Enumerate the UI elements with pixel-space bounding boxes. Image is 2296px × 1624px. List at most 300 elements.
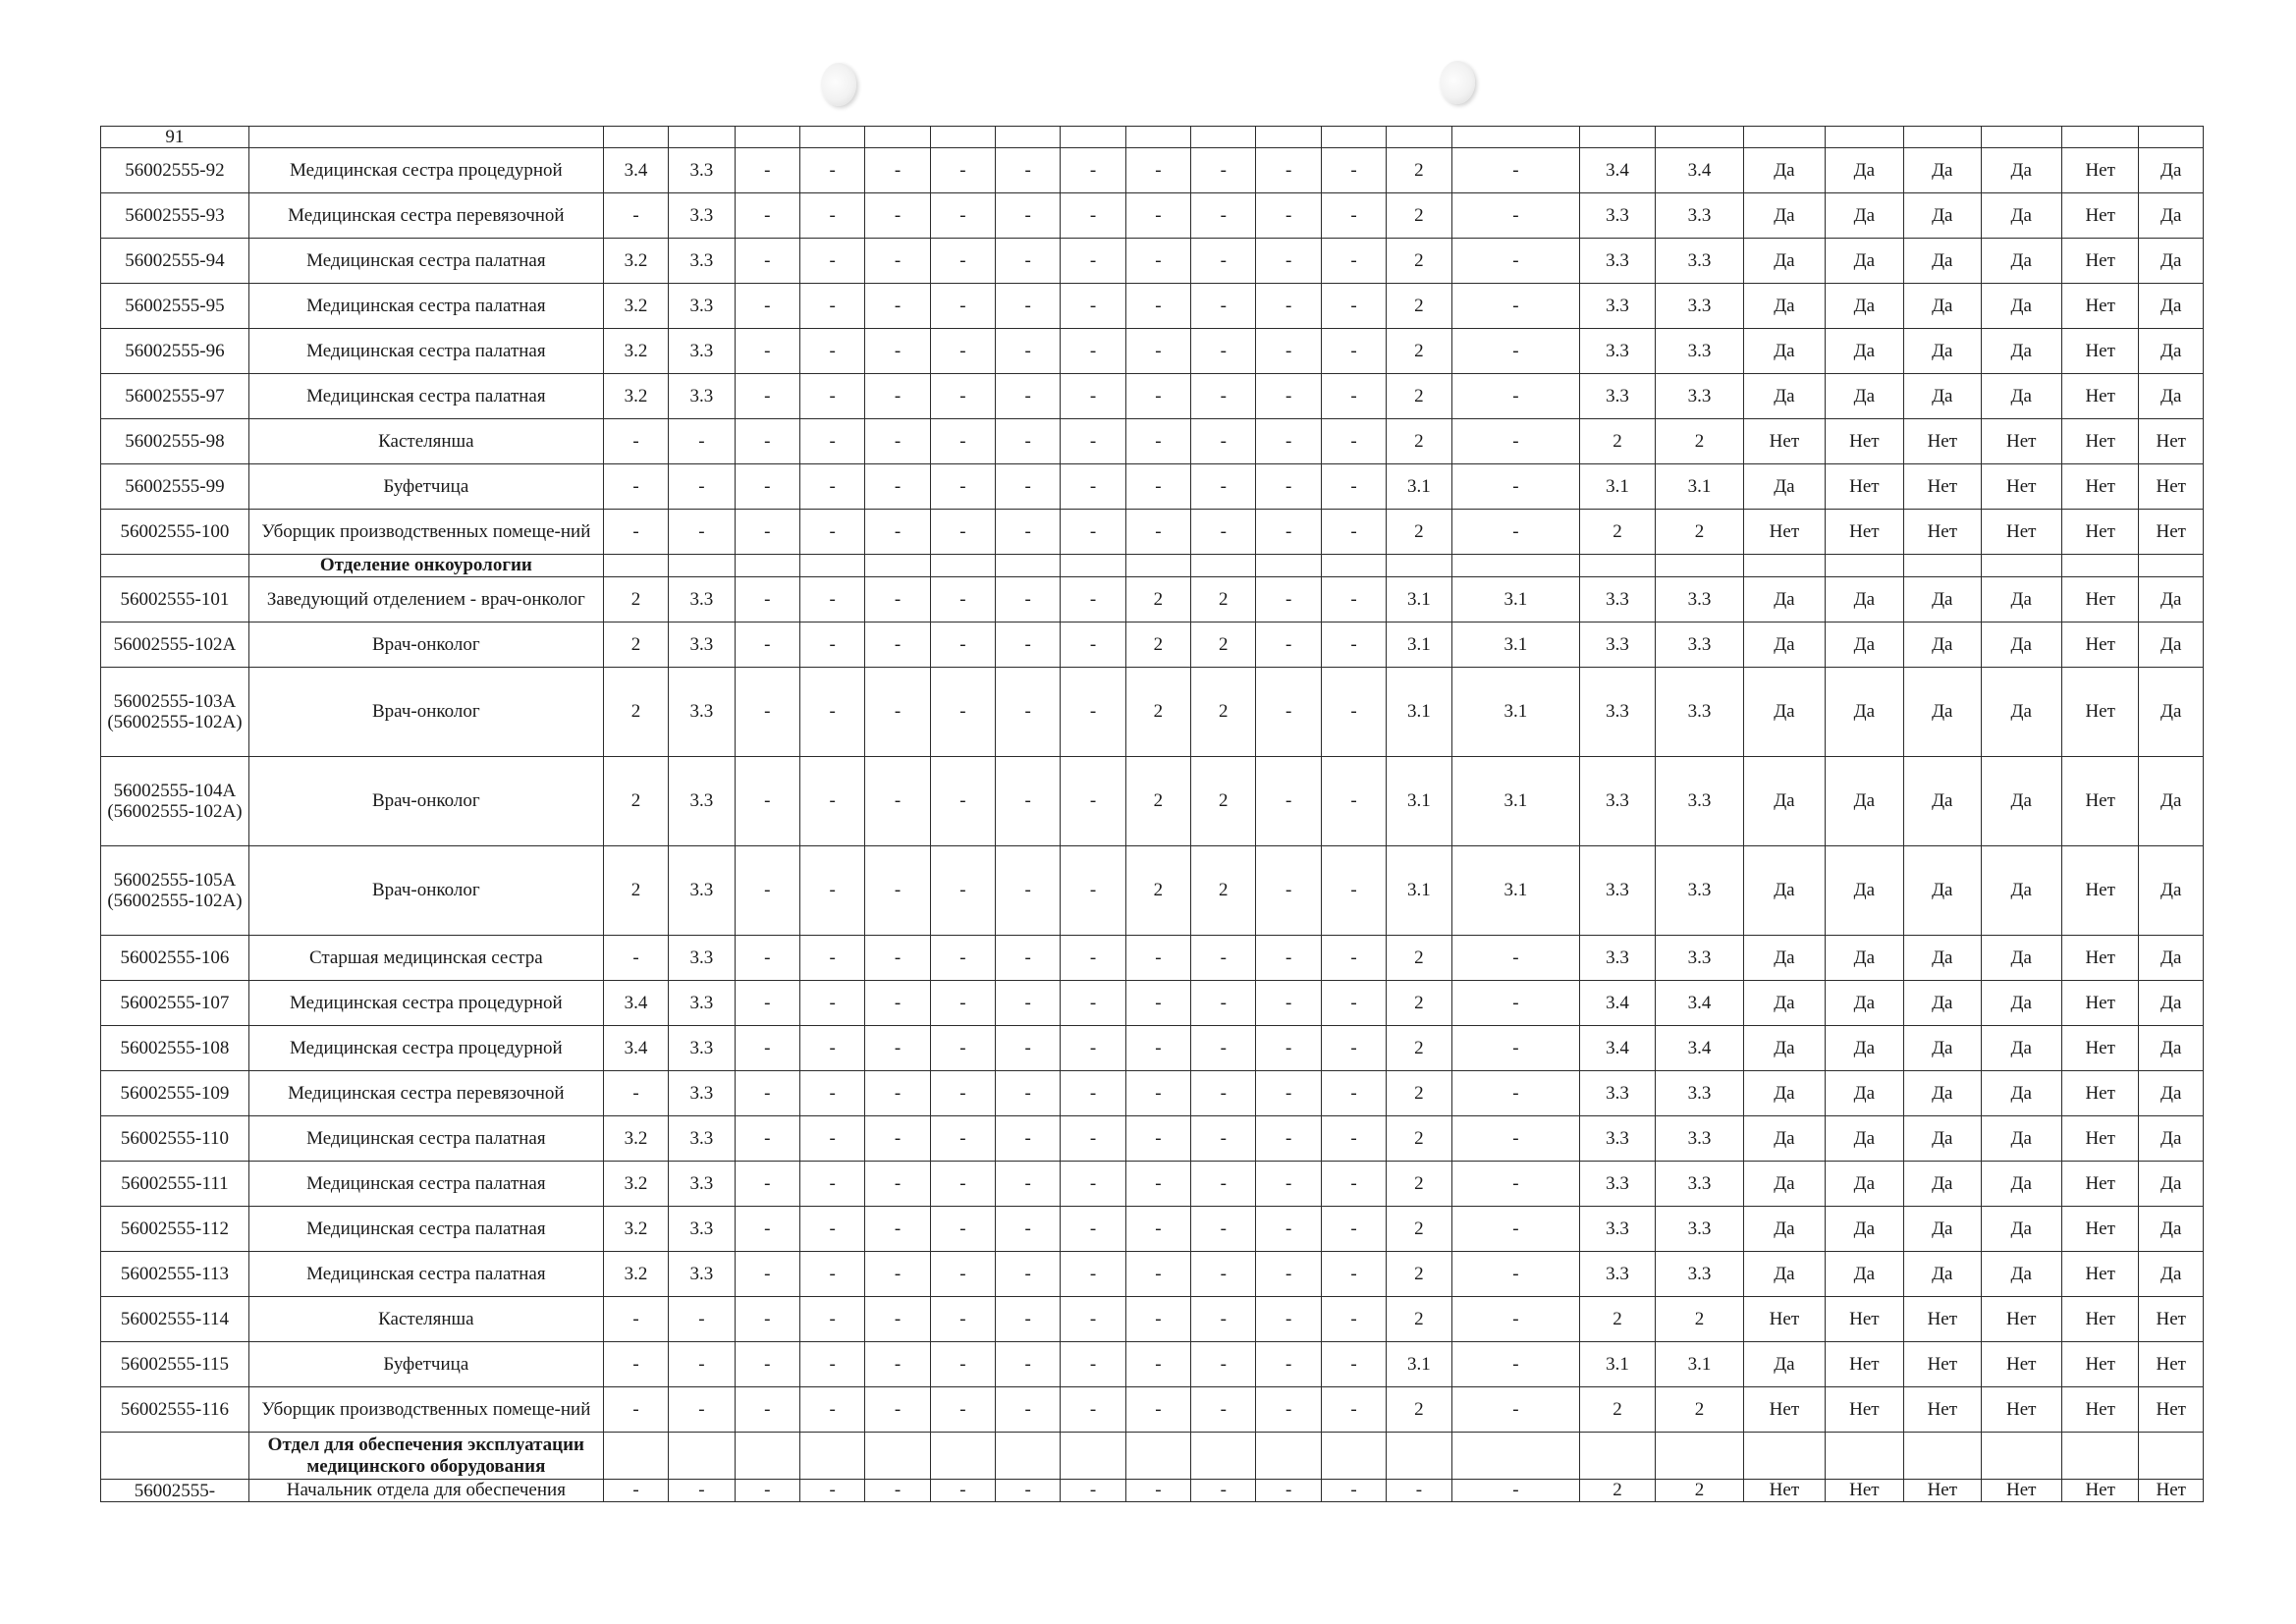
value-cell: - — [996, 1071, 1061, 1116]
value-cell: Нет — [1744, 1297, 1825, 1342]
value-cell: - — [799, 1297, 864, 1342]
value-cell: Да — [1825, 577, 1903, 623]
value-cell: - — [1256, 1252, 1321, 1297]
value-cell: Да — [1981, 329, 2061, 374]
position-name-cell: Медицинская сестра палатная — [248, 1207, 603, 1252]
value-cell — [1825, 1433, 1903, 1480]
value-cell: Да — [1744, 757, 1825, 846]
value-cell: 2 — [603, 846, 668, 936]
value-cell: - — [1061, 1071, 1125, 1116]
value-cell: 2 — [1387, 148, 1451, 193]
value-cell: 3.1 — [1655, 464, 1744, 510]
value-cell: - — [1321, 757, 1386, 846]
value-cell — [1904, 555, 1981, 577]
value-cell: - — [1451, 419, 1580, 464]
value-cell: Да — [1744, 239, 1825, 284]
value-cell: - — [1125, 1342, 1190, 1387]
value-cell: - — [1256, 1026, 1321, 1071]
value-cell: - — [1321, 239, 1386, 284]
value-cell: Нет — [1904, 1387, 1981, 1433]
value-cell: - — [865, 510, 930, 555]
value-cell — [669, 127, 735, 148]
value-cell: Нет — [2061, 193, 2138, 239]
value-cell: - — [799, 981, 864, 1026]
section-title: Отдел для обеспечения эксплуатации медицинского оборудования — [248, 1433, 603, 1480]
row-id-cell: 56002555-103А (56002555-102А) — [101, 668, 249, 757]
value-cell: 3.3 — [1580, 374, 1655, 419]
value-cell: - — [1451, 1387, 1580, 1433]
value-cell: - — [1321, 510, 1386, 555]
value-cell: - — [1321, 1116, 1386, 1162]
value-cell: 3.3 — [669, 936, 735, 981]
position-name-cell: Медицинская сестра палатная — [248, 374, 603, 419]
value-cell: - — [799, 577, 864, 623]
value-cell — [669, 555, 735, 577]
value-cell: - — [1256, 1162, 1321, 1207]
row-id-cell: 56002555-102А — [101, 623, 249, 668]
value-cell: Да — [1904, 981, 1981, 1026]
value-cell: Нет — [1825, 419, 1903, 464]
value-cell — [1580, 555, 1655, 577]
row-id-cell: 56002555-96 — [101, 329, 249, 374]
value-cell: Да — [1825, 668, 1903, 757]
value-cell: - — [1321, 936, 1386, 981]
value-cell: Нет — [2061, 668, 2138, 757]
value-cell: 3.1 — [1580, 464, 1655, 510]
value-cell: - — [1125, 464, 1190, 510]
value-cell: 3.4 — [1655, 981, 1744, 1026]
value-cell: - — [1256, 936, 1321, 981]
value-cell — [1981, 1433, 2061, 1480]
table-row — [101, 1071, 2204, 1116]
value-cell: - — [1125, 148, 1190, 193]
value-cell: Да — [1904, 577, 1981, 623]
value-cell: 2 — [1580, 510, 1655, 555]
value-cell: - — [603, 419, 668, 464]
value-cell: - — [799, 148, 864, 193]
value-cell: - — [865, 1387, 930, 1433]
value-cell: 3.3 — [1655, 374, 1744, 419]
value-cell: 3.3 — [1580, 623, 1655, 668]
value-cell: Нет — [1904, 1297, 1981, 1342]
value-cell: 3.3 — [1580, 193, 1655, 239]
value-cell: 2 — [1655, 510, 1744, 555]
value-cell: - — [1256, 668, 1321, 757]
value-cell: 3.3 — [669, 757, 735, 846]
value-cell: - — [865, 668, 930, 757]
value-cell: - — [1191, 981, 1256, 1026]
value-cell: 2 — [603, 577, 668, 623]
value-cell: Да — [1825, 1071, 1903, 1116]
value-cell: Нет — [1744, 419, 1825, 464]
value-cell: - — [1321, 193, 1386, 239]
value-cell: 2 — [1387, 1116, 1451, 1162]
value-cell: Нет — [1825, 510, 1903, 555]
table-row — [101, 1116, 2204, 1162]
value-cell: Да — [1981, 239, 2061, 284]
value-cell: - — [799, 419, 864, 464]
value-cell: - — [735, 1387, 799, 1433]
position-name-cell: Врач-онколог — [248, 668, 603, 757]
row-id-cell: 56002555- — [101, 1480, 249, 1502]
value-cell: - — [1321, 1162, 1386, 1207]
value-cell: - — [1061, 510, 1125, 555]
value-cell: Нет — [2061, 510, 2138, 555]
value-cell: 2 — [1387, 1297, 1451, 1342]
value-cell: 3.1 — [1580, 1342, 1655, 1387]
value-cell: 3.3 — [669, 193, 735, 239]
value-cell: Да — [1825, 329, 1903, 374]
value-cell: 2 — [1655, 1480, 1744, 1502]
value-cell: Нет — [1904, 1342, 1981, 1387]
value-cell: Да — [2139, 1252, 2204, 1297]
table-row — [101, 846, 2204, 936]
value-cell: 3.3 — [1655, 1162, 1744, 1207]
value-cell: - — [996, 1116, 1061, 1162]
value-cell — [2061, 127, 2138, 148]
value-cell: - — [996, 623, 1061, 668]
value-cell — [2061, 555, 2138, 577]
value-cell: Да — [1825, 374, 1903, 419]
value-cell: - — [1321, 1071, 1386, 1116]
value-cell: Да — [1825, 1162, 1903, 1207]
value-cell: 3.3 — [1655, 1207, 1744, 1252]
value-cell: Да — [1825, 193, 1903, 239]
value-cell: 3.3 — [1655, 193, 1744, 239]
value-cell: - — [996, 193, 1061, 239]
value-cell: 2 — [603, 623, 668, 668]
value-cell: - — [1191, 1162, 1256, 1207]
value-cell — [799, 1433, 864, 1480]
value-cell: Да — [1744, 374, 1825, 419]
value-cell — [1451, 127, 1580, 148]
punch-hole-left — [821, 63, 856, 106]
value-cell: 3.3 — [1580, 668, 1655, 757]
value-cell: 3.4 — [1655, 148, 1744, 193]
value-cell: - — [1061, 623, 1125, 668]
value-cell: - — [1321, 1297, 1386, 1342]
value-cell: - — [1191, 419, 1256, 464]
value-cell — [2139, 1433, 2204, 1480]
value-cell: - — [1321, 419, 1386, 464]
value-cell: 2 — [1125, 668, 1190, 757]
value-cell — [1191, 127, 1256, 148]
value-cell: - — [1125, 419, 1190, 464]
value-cell: - — [1256, 981, 1321, 1026]
value-cell: - — [1451, 981, 1580, 1026]
value-cell: - — [930, 1071, 995, 1116]
value-cell: 3.2 — [603, 1116, 668, 1162]
value-cell: Нет — [2139, 1480, 2204, 1502]
value-cell: - — [735, 510, 799, 555]
value-cell: - — [1451, 1162, 1580, 1207]
table-row — [101, 374, 2204, 419]
value-cell: - — [735, 148, 799, 193]
value-cell: - — [865, 1116, 930, 1162]
value-cell: - — [1256, 1387, 1321, 1433]
value-cell: - — [735, 936, 799, 981]
value-cell: - — [930, 284, 995, 329]
value-cell: - — [735, 1297, 799, 1342]
row-id-cell: 56002555-106 — [101, 936, 249, 981]
value-cell: 3.3 — [669, 577, 735, 623]
value-cell: 3.1 — [1387, 464, 1451, 510]
row-id-cell: 56002555-97 — [101, 374, 249, 419]
value-cell — [1061, 127, 1125, 148]
value-cell: - — [1191, 510, 1256, 555]
value-cell: - — [865, 1342, 930, 1387]
value-cell: - — [1191, 1342, 1256, 1387]
value-cell: 3.3 — [1655, 623, 1744, 668]
value-cell — [1825, 555, 1903, 577]
value-cell: - — [930, 936, 995, 981]
value-cell: 3.3 — [669, 1252, 735, 1297]
value-cell: - — [1125, 981, 1190, 1026]
value-cell: - — [1125, 1071, 1190, 1116]
value-cell: - — [799, 1207, 864, 1252]
value-cell: Да — [2139, 757, 2204, 846]
value-cell — [1451, 1433, 1580, 1480]
value-cell — [735, 1433, 799, 1480]
value-cell: - — [930, 510, 995, 555]
value-cell: - — [1191, 1071, 1256, 1116]
value-cell: Да — [1825, 981, 1903, 1026]
value-cell: Нет — [1825, 464, 1903, 510]
value-cell: - — [1451, 1026, 1580, 1071]
value-cell — [1321, 127, 1386, 148]
value-cell: - — [799, 936, 864, 981]
position-name-cell: Кастелянша — [248, 419, 603, 464]
value-cell: Нет — [1981, 1480, 2061, 1502]
value-cell: Нет — [1904, 419, 1981, 464]
document-sheet — [100, 126, 2204, 1502]
value-cell: Да — [1981, 757, 2061, 846]
value-cell: 2 — [1191, 577, 1256, 623]
value-cell: - — [1061, 1297, 1125, 1342]
value-cell: - — [735, 846, 799, 936]
value-cell: - — [1451, 936, 1580, 981]
value-cell: - — [930, 419, 995, 464]
value-cell: Да — [1825, 1207, 1903, 1252]
value-cell: - — [1191, 1116, 1256, 1162]
value-cell: - — [1191, 1387, 1256, 1433]
value-cell: Да — [1981, 1207, 2061, 1252]
value-cell: - — [1061, 668, 1125, 757]
value-cell: - — [799, 1116, 864, 1162]
value-cell: - — [930, 577, 995, 623]
value-cell: - — [735, 284, 799, 329]
value-cell — [799, 127, 864, 148]
value-cell: Нет — [2061, 1026, 2138, 1071]
value-cell: Да — [1744, 981, 1825, 1026]
value-cell: - — [1191, 193, 1256, 239]
value-cell — [865, 555, 930, 577]
value-cell: - — [1061, 1162, 1125, 1207]
value-cell — [1744, 127, 1825, 148]
position-name-cell: Медицинская сестра процедурной — [248, 1026, 603, 1071]
value-cell: 2 — [1191, 623, 1256, 668]
value-cell: - — [865, 1026, 930, 1071]
value-cell: 2 — [1387, 284, 1451, 329]
value-cell: 3.1 — [1387, 1342, 1451, 1387]
value-cell — [1191, 555, 1256, 577]
value-cell: - — [1191, 329, 1256, 374]
value-cell: Да — [2139, 623, 2204, 668]
value-cell: - — [735, 668, 799, 757]
value-cell: 3.2 — [603, 1252, 668, 1297]
value-cell: Нет — [1825, 1387, 1903, 1433]
value-cell: - — [603, 1297, 668, 1342]
value-cell: Нет — [1981, 1387, 2061, 1433]
value-cell: Да — [2139, 1071, 2204, 1116]
value-cell: Да — [2139, 193, 2204, 239]
value-cell: Да — [2139, 284, 2204, 329]
value-cell: - — [1061, 1480, 1125, 1502]
value-cell: Да — [2139, 981, 2204, 1026]
table-row — [101, 1387, 2204, 1433]
value-cell: - — [1061, 419, 1125, 464]
value-cell: - — [996, 936, 1061, 981]
value-cell: - — [1191, 464, 1256, 510]
value-cell: Да — [1981, 193, 2061, 239]
row-id-cell: 91 — [101, 127, 249, 148]
value-cell: Да — [1981, 623, 2061, 668]
value-cell: - — [1321, 148, 1386, 193]
value-cell: - — [996, 419, 1061, 464]
value-cell: - — [865, 464, 930, 510]
value-cell: Да — [1981, 374, 2061, 419]
value-cell: Да — [1981, 148, 2061, 193]
value-cell: Нет — [1981, 1342, 2061, 1387]
value-cell: 2 — [1655, 1387, 1744, 1433]
row-id-cell: 56002555-108 — [101, 1026, 249, 1071]
value-cell: - — [1451, 1297, 1580, 1342]
value-cell: - — [930, 329, 995, 374]
row-id-cell: 56002555-114 — [101, 1297, 249, 1342]
value-cell: 3.3 — [1580, 329, 1655, 374]
value-cell: Да — [1744, 1116, 1825, 1162]
value-cell: - — [930, 1116, 995, 1162]
position-name-cell: Уборщик производственных помеще-ний — [248, 1387, 603, 1433]
value-cell: - — [1256, 757, 1321, 846]
value-cell: Да — [1981, 1252, 2061, 1297]
value-cell: Да — [1981, 577, 2061, 623]
value-cell: 3.1 — [1451, 757, 1580, 846]
value-cell: 2 — [1387, 510, 1451, 555]
value-cell: Да — [2139, 148, 2204, 193]
value-cell — [2139, 555, 2204, 577]
table-row — [101, 419, 2204, 464]
value-cell: Да — [1981, 936, 2061, 981]
value-cell: - — [1321, 374, 1386, 419]
value-cell: Нет — [1904, 510, 1981, 555]
value-cell: - — [603, 464, 668, 510]
value-cell: 3.1 — [1451, 623, 1580, 668]
value-cell: 3.3 — [1580, 284, 1655, 329]
value-cell — [1655, 555, 1744, 577]
value-cell — [1191, 1433, 1256, 1480]
value-cell: 2 — [1387, 419, 1451, 464]
value-cell: - — [1191, 374, 1256, 419]
value-cell: - — [1321, 1252, 1386, 1297]
value-cell: - — [669, 1342, 735, 1387]
value-cell — [669, 1433, 735, 1480]
value-cell: - — [735, 464, 799, 510]
value-cell: 3.3 — [1655, 284, 1744, 329]
row-id-cell: 56002555-110 — [101, 1116, 249, 1162]
value-cell: Нет — [2139, 1297, 2204, 1342]
value-cell: - — [603, 193, 668, 239]
value-cell: - — [1256, 846, 1321, 936]
value-cell: - — [1451, 464, 1580, 510]
value-cell: - — [1125, 1387, 1190, 1433]
value-cell — [996, 1433, 1061, 1480]
value-cell: - — [1256, 1071, 1321, 1116]
value-cell: - — [669, 510, 735, 555]
value-cell: 3.2 — [603, 284, 668, 329]
value-cell: 2 — [1387, 193, 1451, 239]
value-cell: - — [996, 1207, 1061, 1252]
value-cell: - — [865, 936, 930, 981]
value-cell: Нет — [2061, 577, 2138, 623]
table-row — [101, 148, 2204, 193]
value-cell: 3.3 — [1655, 239, 1744, 284]
value-cell: 3.3 — [1655, 668, 1744, 757]
value-cell: - — [1256, 148, 1321, 193]
value-cell: Нет — [1981, 419, 2061, 464]
value-cell: 2 — [1387, 1207, 1451, 1252]
value-cell: Нет — [2139, 510, 2204, 555]
value-cell: - — [603, 510, 668, 555]
value-cell: - — [865, 846, 930, 936]
value-cell: 3.3 — [669, 148, 735, 193]
value-cell: - — [799, 329, 864, 374]
value-cell — [1387, 1433, 1451, 1480]
value-cell: 3.2 — [603, 239, 668, 284]
value-cell: 3.3 — [1580, 1162, 1655, 1207]
value-cell: - — [996, 1297, 1061, 1342]
value-cell: - — [930, 193, 995, 239]
value-cell: 3.3 — [669, 374, 735, 419]
value-cell: Да — [1825, 239, 1903, 284]
value-cell: Да — [2139, 1162, 2204, 1207]
value-cell: - — [865, 329, 930, 374]
value-cell: - — [865, 577, 930, 623]
value-cell: - — [865, 1480, 930, 1502]
value-cell: - — [1321, 1342, 1386, 1387]
value-cell: 3.3 — [669, 981, 735, 1026]
value-cell: - — [1321, 329, 1386, 374]
position-name-cell: Медицинская сестра палатная — [248, 329, 603, 374]
value-cell: 2 — [1387, 981, 1451, 1026]
value-cell: - — [996, 239, 1061, 284]
value-cell: - — [735, 329, 799, 374]
value-cell: - — [1256, 510, 1321, 555]
value-cell — [865, 1433, 930, 1480]
value-cell: 3.3 — [669, 1207, 735, 1252]
value-cell: - — [735, 1342, 799, 1387]
value-cell: Нет — [2139, 464, 2204, 510]
value-cell: - — [1125, 329, 1190, 374]
value-cell: Да — [2139, 329, 2204, 374]
value-cell: 3.1 — [1655, 1342, 1744, 1387]
value-cell: 3.3 — [1655, 757, 1744, 846]
value-cell — [1061, 1433, 1125, 1480]
table-row — [101, 936, 2204, 981]
row-id-cell — [101, 555, 249, 577]
value-cell: 2 — [1580, 1297, 1655, 1342]
value-cell: - — [1321, 1207, 1386, 1252]
